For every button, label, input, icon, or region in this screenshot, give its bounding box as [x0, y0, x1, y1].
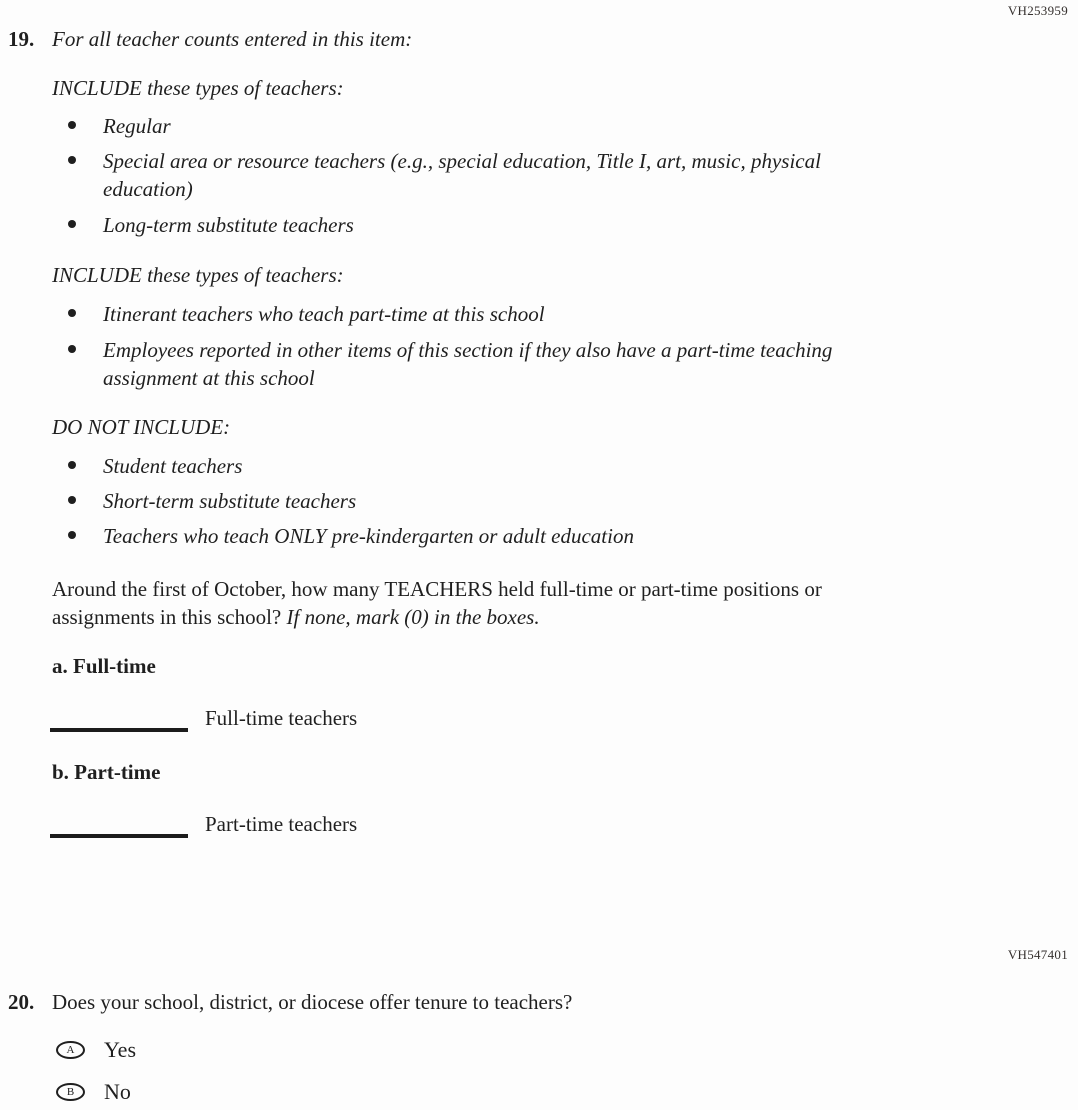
answer-bubble-a[interactable]	[56, 1041, 85, 1059]
bullet-item	[66, 452, 856, 480]
question-20-header	[8, 990, 1038, 1015]
bullet-text: Itinerant teachers who teach part-time at this school	[103, 302, 545, 326]
bullet-text: Teachers who teach ONLY pre-kindergarten or adult education	[103, 524, 634, 548]
bullet-icon	[68, 461, 76, 469]
do-not-include-heading: DO NOT INCLUDE:	[52, 415, 231, 439]
question-19-header	[8, 27, 1038, 52]
include-heading-1: INCLUDE these types of teachers:	[52, 76, 344, 100]
answer-label-parttime: Part-time teachers	[205, 812, 358, 836]
option-label-no: No	[104, 1079, 131, 1104]
option-row-yes	[56, 1037, 136, 1063]
bullet-item	[66, 336, 856, 392]
bullet-icon	[68, 496, 76, 504]
fill-in-blank-fulltime[interactable]	[50, 702, 188, 732]
bullet-item	[66, 300, 856, 328]
bullet-text: Employees reported in other items of this section if they also have a part-time teaching assignment at this school	[103, 338, 833, 390]
question-19-note: If none, mark (0) in the boxes.	[286, 605, 540, 629]
answer-label-fulltime: Full-time teachers	[205, 706, 358, 730]
bullet-icon	[68, 531, 76, 539]
sub-item-label-b: b. Part-time	[52, 760, 161, 784]
bubble-letter-b: B	[66, 1085, 75, 1098]
form-code-q20: VH547401	[1007, 947, 1068, 962]
bullet-text: Special area or resource teachers (e.g., special education, Title I, art, music, physical education)	[103, 149, 821, 201]
question-19-number: 19.	[8, 27, 35, 51]
answer-row-fulltime	[50, 702, 357, 732]
bullet-item	[66, 487, 856, 515]
bubble-letter-a: A	[66, 1043, 75, 1056]
bullet-text: Long-term substitute teachers	[103, 213, 354, 237]
bullet-icon	[68, 156, 76, 164]
option-label-yes: Yes	[104, 1037, 137, 1062]
option-row-no	[56, 1079, 131, 1105]
question-20-number: 20.	[8, 990, 35, 1014]
bullet-item	[66, 112, 856, 140]
answer-bubble-b[interactable]	[56, 1083, 85, 1101]
answer-row-parttime	[50, 808, 357, 838]
bullet-item	[66, 522, 856, 550]
fill-in-blank-parttime[interactable]	[50, 808, 188, 838]
question-20-text: Does your school, district, or diocese offer tenure to teachers?	[52, 990, 573, 1014]
bullet-item	[66, 147, 856, 203]
bullet-icon	[68, 309, 76, 317]
question-19-main-text	[52, 575, 852, 631]
bullet-text: Short-term substitute teachers	[103, 489, 357, 513]
question-19-intro: For all teacher counts entered in this item:	[52, 27, 413, 51]
bullet-icon	[68, 121, 76, 129]
bullet-text: Student teachers	[103, 454, 243, 478]
bullet-text: Regular	[103, 114, 171, 138]
bullet-item	[66, 211, 856, 239]
sub-item-label-a: a. Full-time	[52, 654, 156, 678]
question-19-main: Around the first of October, how many TEACHERS held full-time or part-time positions or assignments in this school?	[52, 577, 822, 629]
bullet-icon	[68, 345, 76, 353]
form-code-q19: VH253959	[1007, 3, 1068, 18]
include-heading-2: INCLUDE these types of teachers:	[52, 263, 344, 287]
bullet-icon	[68, 220, 76, 228]
